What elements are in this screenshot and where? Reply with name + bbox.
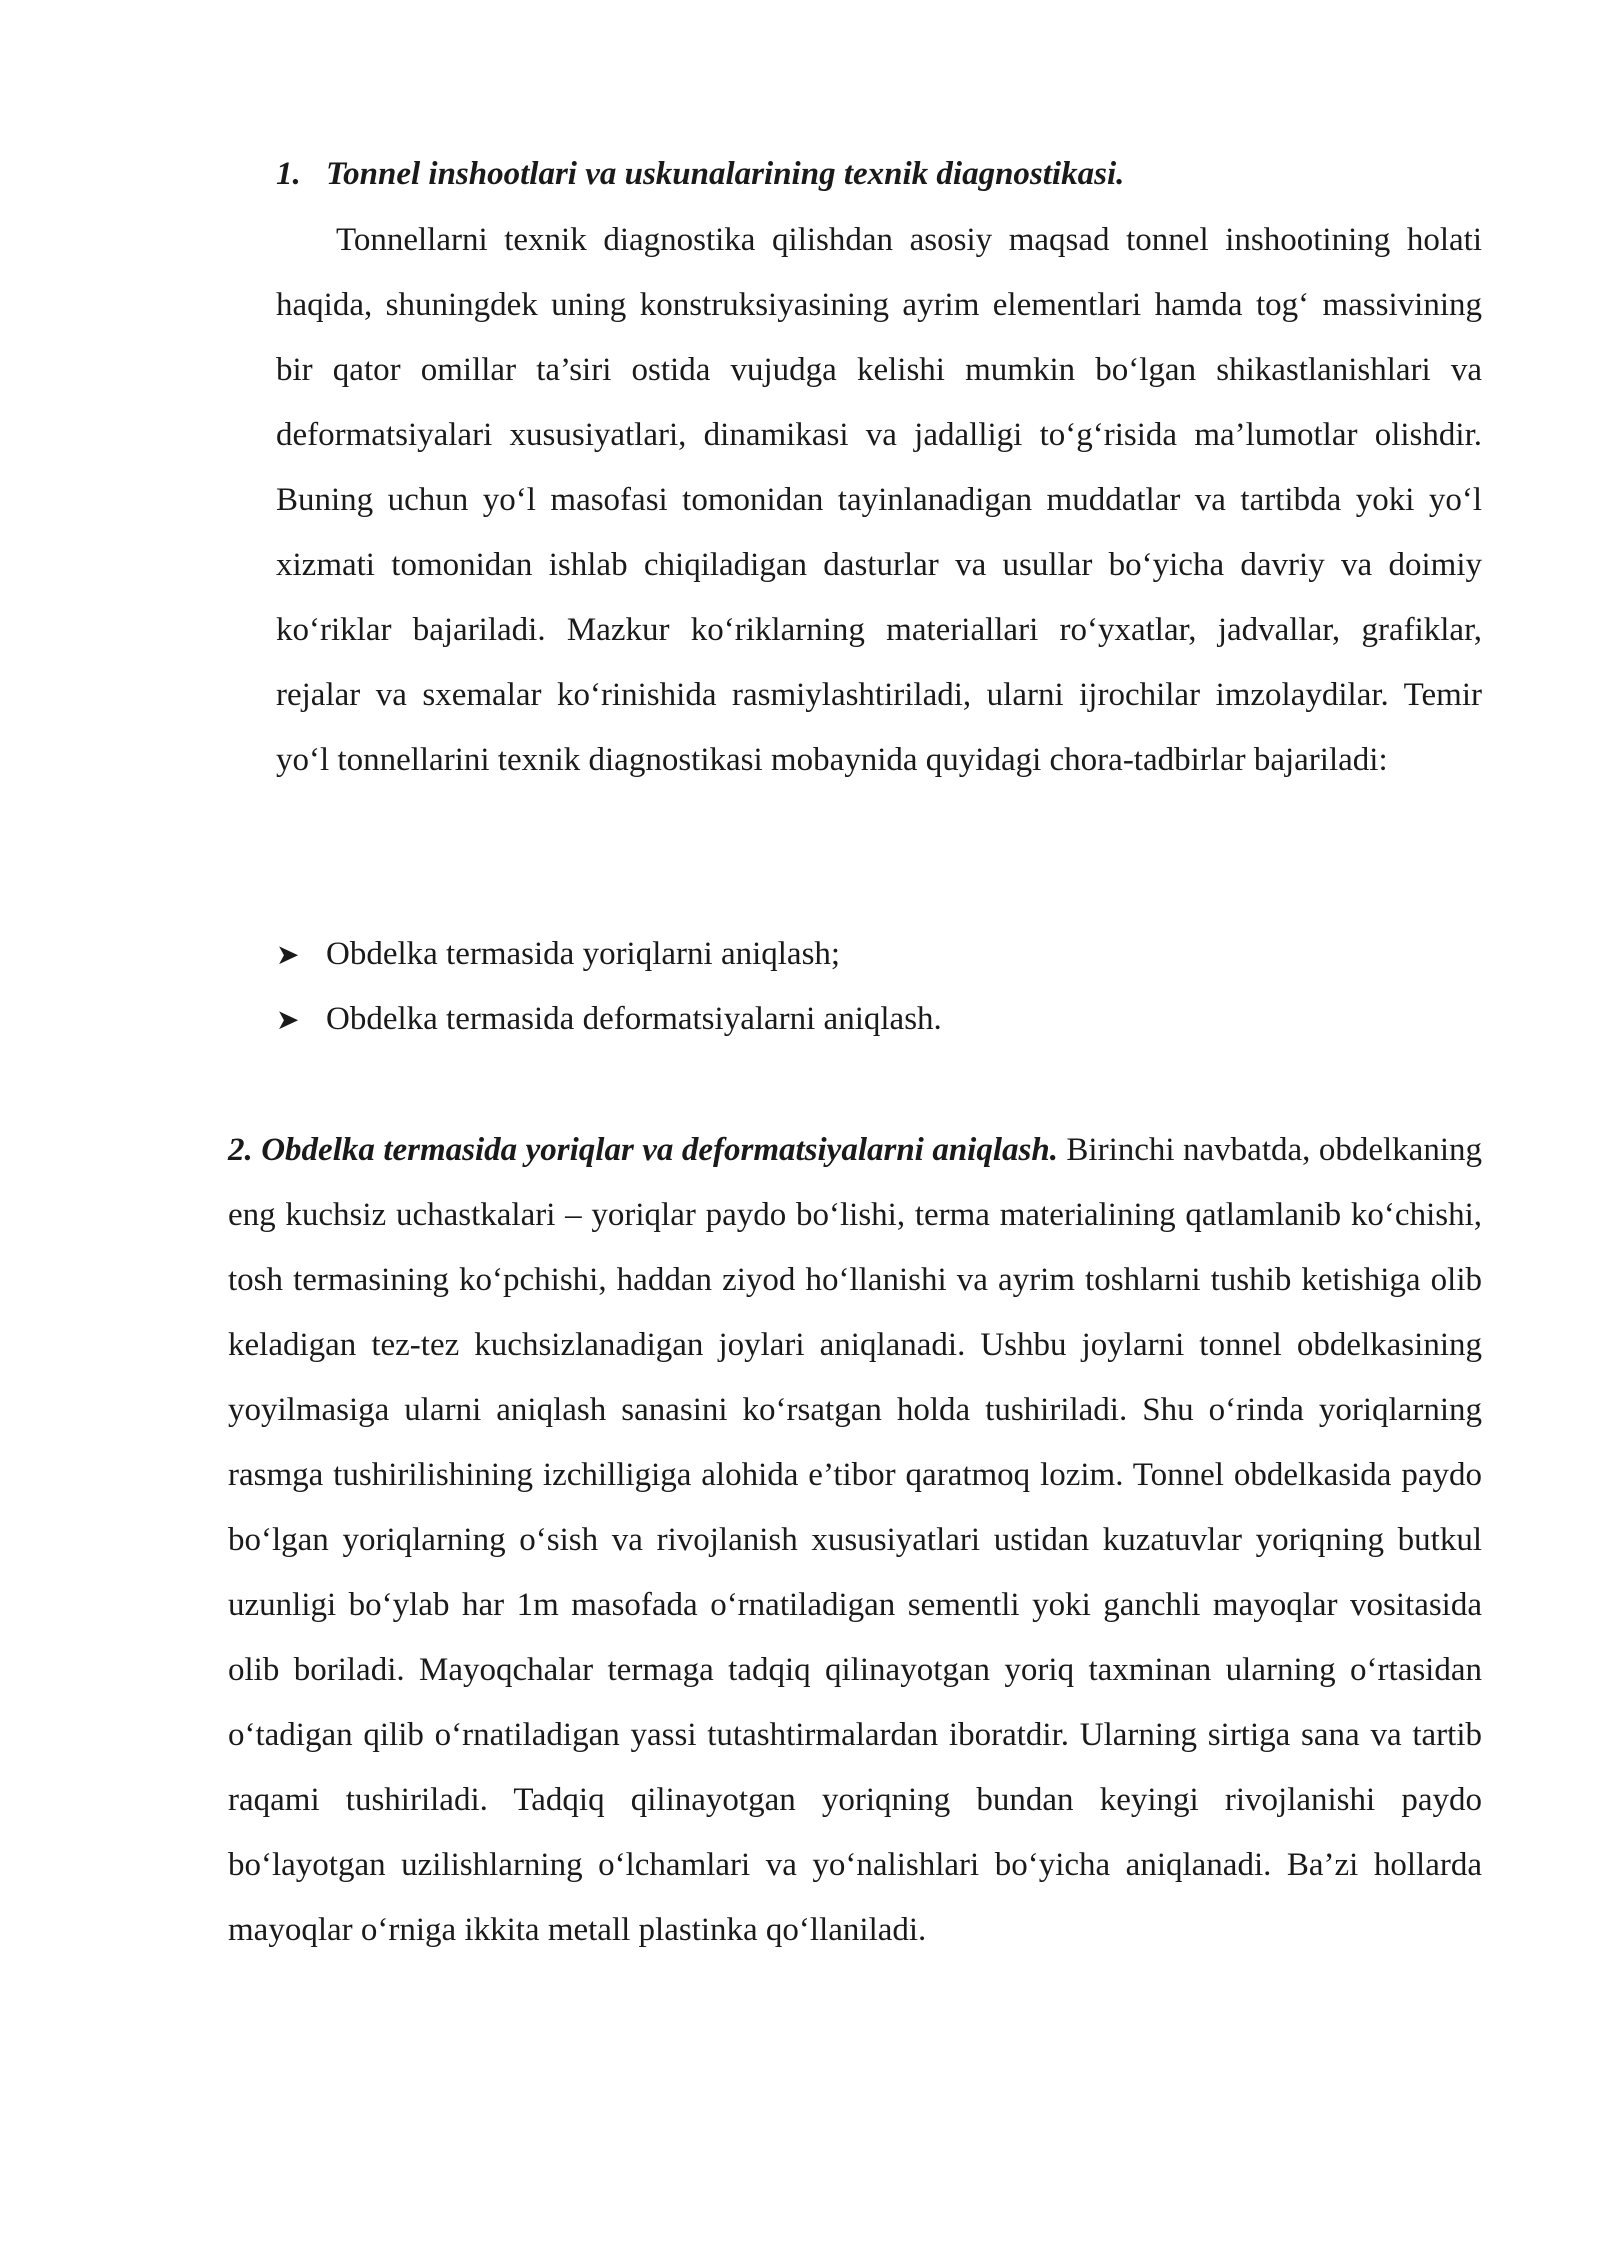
section-2-body	[228, 1118, 1482, 1963]
section-1-body	[276, 208, 1482, 793]
section-2-heading: 2. Obdelka termasida yoriqlar va deformatsiyalarni aniqlash.	[228, 1132, 1058, 1168]
section-1-bullet-list	[276, 922, 1482, 1052]
arrowhead-bullet-icon: ➤	[276, 938, 300, 971]
section-1-title: Tonnel inshootlari va uskunalarining texnik diagnostikasi.	[326, 156, 1125, 192]
bullet-text: Obdelka termasida deformatsiyalarni aniqlash.	[326, 1001, 942, 1037]
arrowhead-bullet-icon: ➤	[276, 1003, 300, 1036]
list-item	[276, 987, 1482, 1052]
list-item	[276, 922, 1482, 987]
section-2-text: Birinchi navbatda, obdelkaning eng kuchsiz uchastkalari – yoriqlar paydo bo‘lishi, terma materialining qatlamlanib ko‘chishi, tosh termasining ko‘pchishi, haddan ziyod ho‘llanishi va ayrim toshlarni tushib ketishiga olib keladigan tez-tez kuchsizlanadigan joylari aniqlanadi. Ushbu joylarni tonnel obdelkasining yoyilmasiga ularni aniqlash sanasini ko‘rsatgan holda tushiriladi. Shu o‘rinda yoriqlarning rasmga tushirilishining izchilligiga alohida e’tibor qaratmoq lozim. Tonnel obdelkasida paydo bo‘lgan yoriqlarning o‘sish va rivojlanish xususiyatlari ustidan kuzatuvlar yoriqning butkul uzunligi bo‘ylab har 1m masofada o‘rnatiladigan sementli yoki ganchli mayoqlar vositasida olib boriladi. Mayoqchalar termaga tadqiq qilinayotgan yoriq taxminan ularning o‘rtasidan o‘tadigan qilib o‘rnatiladigan yassi tutashtirmalardan iboratdir. Ularning sirtiga sana va tartib raqami tushiriladi. Tadqiq qilinayotgan yoriqning bundan keyingi rivojlanishi paydo bo‘layotgan uzilishlarning o‘lchamlari va yo‘nalishlari bo‘yicha aniqlanadi. Ba’zi hollarda mayoqlar o‘rniga ikkita metall plastinka qo‘llaniladi.	[228, 1132, 1482, 1948]
section-1-number: 1.	[276, 156, 301, 192]
section-1-paragraph: Tonnellarni texnik diagnostika qilishdan asosiy maqsad tonnel inshootining holati haqida, shuningdek uning konstruksiyasining ayrim elementlari hamda tog‘ massivining bir qator omillar ta’siri ostida vujudga kelishi mumkin bo‘lgan shikastlanishlari va deformatsiyalari xususiyatlari, dinamikasi va jadalligi to‘g‘risida ma’lumotlar olishdir. Buning uchun yo‘l masofasi tomonidan tayinlanadigan muddatlar va tartibda yoki yo‘l xizmati tomonidan ishlab chiqiladigan dasturlar va usullar bo‘yicha davriy va doimiy ko‘riklar bajariladi. Mazkur ko‘riklarning materiallari ro‘yxatlar, jadvallar, grafiklar, rejalar va sxemalar ko‘rinishida rasmiylashtiriladi, ularni ijrochilar imzolaydilar. Temir yo‘l tonnellarini texnik diagnostikasi mobaynida quyidagi chora-tadbirlar bajariladi:	[276, 222, 1482, 778]
section-2-paragraph	[228, 1118, 1482, 1963]
bullet-text: Obdelka termasida yoriqlarni aniqlash;	[326, 936, 841, 972]
section-1-heading	[276, 142, 1124, 207]
